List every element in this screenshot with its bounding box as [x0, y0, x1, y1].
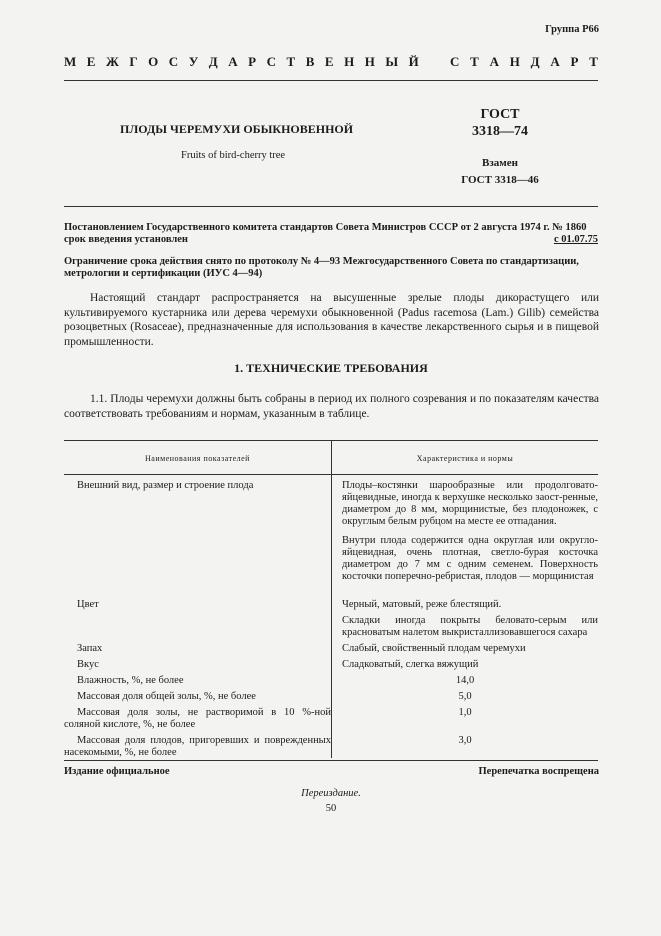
- table-row-name: Массовая доля золы, не растворимой в 10 %-ной соляной кислоте, %, не более: [64, 707, 331, 730]
- table-row-value: Сладковатый, слегка вяжущий: [342, 659, 479, 670]
- restriction-line-1: Ограничение срока действия снято по протоколу № 4—93 Межгосударственного Совета по стандартизации,: [64, 256, 579, 267]
- banner-letter: Ы: [385, 54, 399, 69]
- table-row-value: Складки иногда покрыты беловато-серым или красноватым налетом выкристаллизовавшегося сахара: [342, 615, 598, 638]
- intro-paragraph: [64, 291, 599, 349]
- table-row-name: Запах: [77, 643, 103, 654]
- gost-number: [440, 106, 560, 140]
- table-row-name: Влажность, %, не более: [77, 675, 184, 686]
- banner-letter: М: [64, 54, 77, 69]
- banner-letter: Н: [344, 54, 355, 69]
- top-rule: [64, 80, 598, 81]
- banner-letter: Т: [589, 54, 598, 69]
- banner-letter: Е: [324, 54, 334, 69]
- table-row-value: Черный, матовый, реже блестящий.: [342, 599, 502, 610]
- banner-letter: Г: [129, 54, 138, 69]
- banner-word-standard: [450, 54, 598, 70]
- gost-code: 3318—74: [472, 124, 528, 139]
- table-row-name: Массовая доля плодов, пригоревших и поврежденных насекомыми, %, не более: [64, 735, 331, 758]
- banner-letter: Н: [509, 54, 520, 69]
- table-row-value: 3,0: [458, 735, 472, 746]
- table-row-value: Внутри плода содержится одна округлая или округло-яйцевидная, очень плотная, светло-бурая косточка диаметром до 7 мм с одним семенем. Поверхность косточки поперечно-ребристая, плодов — морщинистая: [342, 535, 598, 582]
- banner-letter: А: [489, 54, 499, 69]
- document-title-english: Fruits of bird-cherry tree: [181, 150, 286, 161]
- table-row-name: Цвет: [77, 599, 99, 610]
- section-paragraph-text: 1.1. Плоды черемухи должны быть собраны в период их полного созревания и по показателям качества соответствовать требованиям и нормам, указанным в таблице.: [64, 393, 599, 420]
- banner-letter: А: [550, 54, 560, 69]
- reprint-prohibited-label: Перепечатка воспрещена: [478, 766, 599, 777]
- intro-date-label: срок введения установлен: [64, 234, 188, 245]
- table-row-name: Массовая доля общей золы, %, не более: [77, 691, 256, 702]
- banner-letter: У: [188, 54, 199, 69]
- decree-text: Постановлением Государственного комитета стандартов Совета Министров СССР от 2 августа 1974 г. № 1860: [64, 222, 587, 233]
- table-header-rule: [64, 474, 598, 475]
- banner-letter: С: [450, 54, 460, 69]
- banner-letter: Д: [208, 54, 218, 69]
- banner-letter: Т: [470, 54, 479, 69]
- table-row-value: 14,0: [455, 675, 475, 686]
- banner-letter: Р: [248, 54, 257, 69]
- page-number: 50: [325, 803, 337, 814]
- restriction-line-2: метрологии и сертификации (ИУС 4—94): [64, 268, 263, 279]
- banner-letter: Ж: [105, 54, 119, 69]
- banner-letter: Р: [570, 54, 579, 69]
- reissue-note: Переиздание.: [301, 788, 361, 799]
- section-title: 1. ТЕХНИЧЕСКИЕ ТРЕБОВАНИЯ: [234, 361, 428, 375]
- official-edition-label: Издание официальное: [64, 766, 170, 777]
- replaces-label: Взамен: [482, 157, 518, 169]
- header-rule: [64, 206, 598, 207]
- banner-word-interstate: [64, 54, 419, 70]
- replaces-standard: [440, 155, 560, 189]
- table-header-norms: Характеристика и нормы: [416, 454, 514, 463]
- gost-label: ГОСТ: [480, 107, 520, 122]
- group-label: Группа Р66: [545, 24, 599, 35]
- intro-paragraph-text: Настоящий стандарт распространяется на высушенные зрелые плоды дикорастущего или культивируемого кустарника или дерева черемухи обыкновенной (Padus racemosa (Lam.) Gilib) семейства розоцветных (Rosaceae), предназначенные для использования в качестве лекарственного сырья и в пищевой промышленности.: [64, 292, 599, 348]
- banner-letter: С: [266, 54, 276, 69]
- table-row-value: Плоды–костянки шарообразные или продолговато-яйцевидные, иногда к верхушке несколько заост-ренные, диаметром до 8 мм, морщинистые, без плодоножек, с округлым белым рубцом на месте ее отпадания.: [342, 480, 598, 527]
- banner-letter: Т: [286, 54, 296, 69]
- section-paragraph: [64, 392, 599, 421]
- table-row-name: Внешний вид, размер и строение плода: [77, 480, 254, 491]
- banner-letter: А: [228, 54, 238, 69]
- table-row-value: Слабый, свойственный плодам черемухи: [342, 643, 526, 654]
- table-row-value: 5,0: [458, 691, 472, 702]
- banner-letter: В: [305, 54, 315, 69]
- table-bottom-rule: [64, 760, 598, 761]
- document-title: ПЛОДЫ ЧЕРЕМУХИ ОБЫКНОВЕННОЙ: [120, 122, 354, 136]
- table-header-name: Наименования показателей: [145, 454, 250, 463]
- table-row-name: Вкус: [77, 659, 99, 670]
- table-row-value: 1,0: [458, 707, 472, 718]
- banner-letter: Е: [86, 54, 96, 69]
- replaces-code: ГОСТ 3318—46: [461, 174, 539, 186]
- banner-letter: Д: [530, 54, 540, 69]
- banner-letter: О: [148, 54, 159, 69]
- banner-letter: Н: [364, 54, 375, 69]
- banner-letter: Й: [408, 54, 419, 69]
- standard-banner: [64, 54, 598, 70]
- intro-date: с 01.07.75: [553, 234, 598, 245]
- table-column-divider: [331, 440, 332, 758]
- banner-letter: С: [168, 54, 179, 69]
